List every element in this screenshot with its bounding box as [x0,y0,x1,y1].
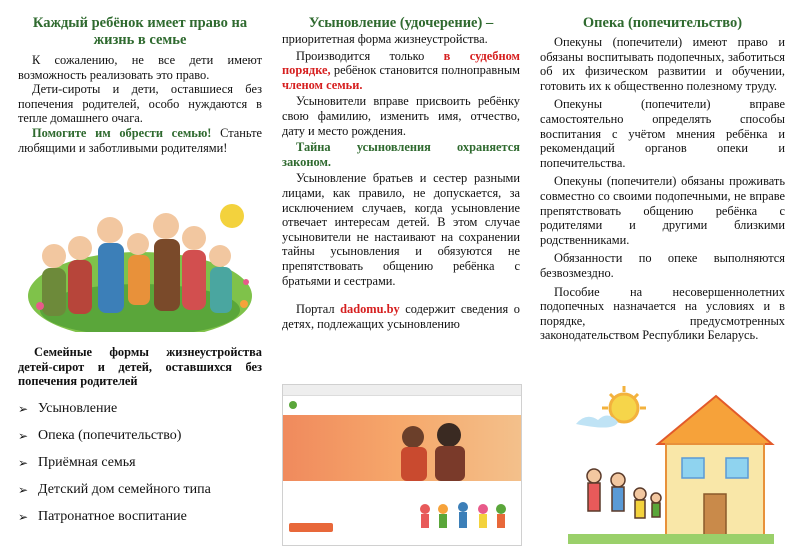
family-illustration [18,186,262,332]
children-photo [379,419,489,481]
left-paragraph-3 [18,126,262,155]
adoption-paragraph-2: Усыновители вправе присвоить ребёнку свою фамилию, изменить имя, отчество, дату и место рождения. [282,94,520,138]
guardianship-title: Опека (попечительство) [582,15,743,31]
list-item-label: Детский дом семейного типа [38,481,211,497]
arrow-bullet-icon: ➢ [18,428,29,443]
arrow-bullet-icon: ➢ [18,455,29,470]
guardianship-paragraph-2: Опекуны (попечители) вправе самостоятельно определять способы воспитания с учётом мнения ребёнка и рекомендаций органов опеки и попечительства. [540,97,785,170]
adoption-title: Усыновление (удочерение) – [308,15,494,31]
site-logo [283,396,521,414]
list-item [18,455,262,482]
family-member-highlight: членом семьи. [282,77,363,92]
arrow-bullet-icon: ➢ [18,482,29,497]
adoption-subtitle: приоритетная форма жизнеустройства. [282,32,488,46]
court-highlight: в судебном порядке, [282,48,520,78]
guardianship-paragraph-5: Пособие на несовершеннолетних подопечных назначается на условиях и в порядке, предусмотренных законодательством Республики Беларусь. [540,284,785,343]
guardianship-paragraph-4: Обязанности по опеке выполняются безвозмездно. [540,251,785,280]
help-callout-rest: Станьте любящими и заботливыми родителями! [18,125,262,155]
list-item [18,428,262,455]
column-left [18,0,262,155]
left-paragraph-1: К сожалению, не все дети имеют возможность реализовать это право. [18,53,262,82]
kids-drawing [413,495,513,535]
portal-link[interactable]: dadomu.by [340,302,400,317]
column-middle [282,0,520,331]
house-drawing-illustration [566,384,776,548]
left-title: Каждый ребёнок имеет право на жизнь в семье [32,15,248,48]
browser-bar [283,385,521,396]
portal-paragraph: Портал dadomu.by содержит сведения о детях, подлежащих усыновлению [282,302,520,331]
list-item-label: Усыновление [38,400,118,416]
list-item-label: Приёмная семья [38,454,136,470]
guardianship-paragraph-1: Опекуны (попечители) имеют право и обязаны воспитывать подопечных, заботиться об их физическом развитии и обучении, готовить их к общественно полезному труду. [540,35,785,93]
forms-title: Семейные формы жизнеустройства детей-сирот и детей, оставшихся без попечения родителей [18,345,262,389]
left-paragraph-2: Дети-сироты и дети, оставшиеся без попечения родителей, особо нуждаются в тепле домашнего очага. [18,82,262,126]
list-item [18,401,262,428]
arrow-bullet-icon: ➢ [18,509,29,524]
list-item [18,482,262,509]
list-item-label: Опека (попечительство) [38,427,182,443]
site-button[interactable] [289,523,333,532]
forms-list [18,401,262,536]
adoption-secret-callout: Тайна усыновления охраняется законом. [282,140,520,169]
portal-screenshot [282,384,522,546]
adoption-paragraph-4: Усыновление братьев и сестер разными лицами, как правило, не допускается, за исключением случаев, когда усыновление отвечает интересам детей. В этом случае усыновители не настаивают на сохранении тайны усыновления и обязуются не препятствовать общению ребёнка с братьями и сестрами. [282,171,520,288]
list-item [18,509,262,536]
adoption-paragraph-1: Производится только в судебном порядке, ребёнок становится полноправным членом семьи. [282,48,520,92]
arrow-bullet-icon: ➢ [18,401,29,416]
help-callout: Помогите им обрести семью! [32,125,212,140]
list-item-label: Патронатное воспитание [38,508,187,524]
guardianship-paragraph-3: Опекуны (попечители) обязаны проживать совместно со своими подопечными, не вправе препятствовать общению ребёнка с родителями и другими близкими родственниками. [540,174,785,247]
forms-section [18,345,262,536]
column-right [540,0,785,343]
site-hero-banner [283,415,521,481]
